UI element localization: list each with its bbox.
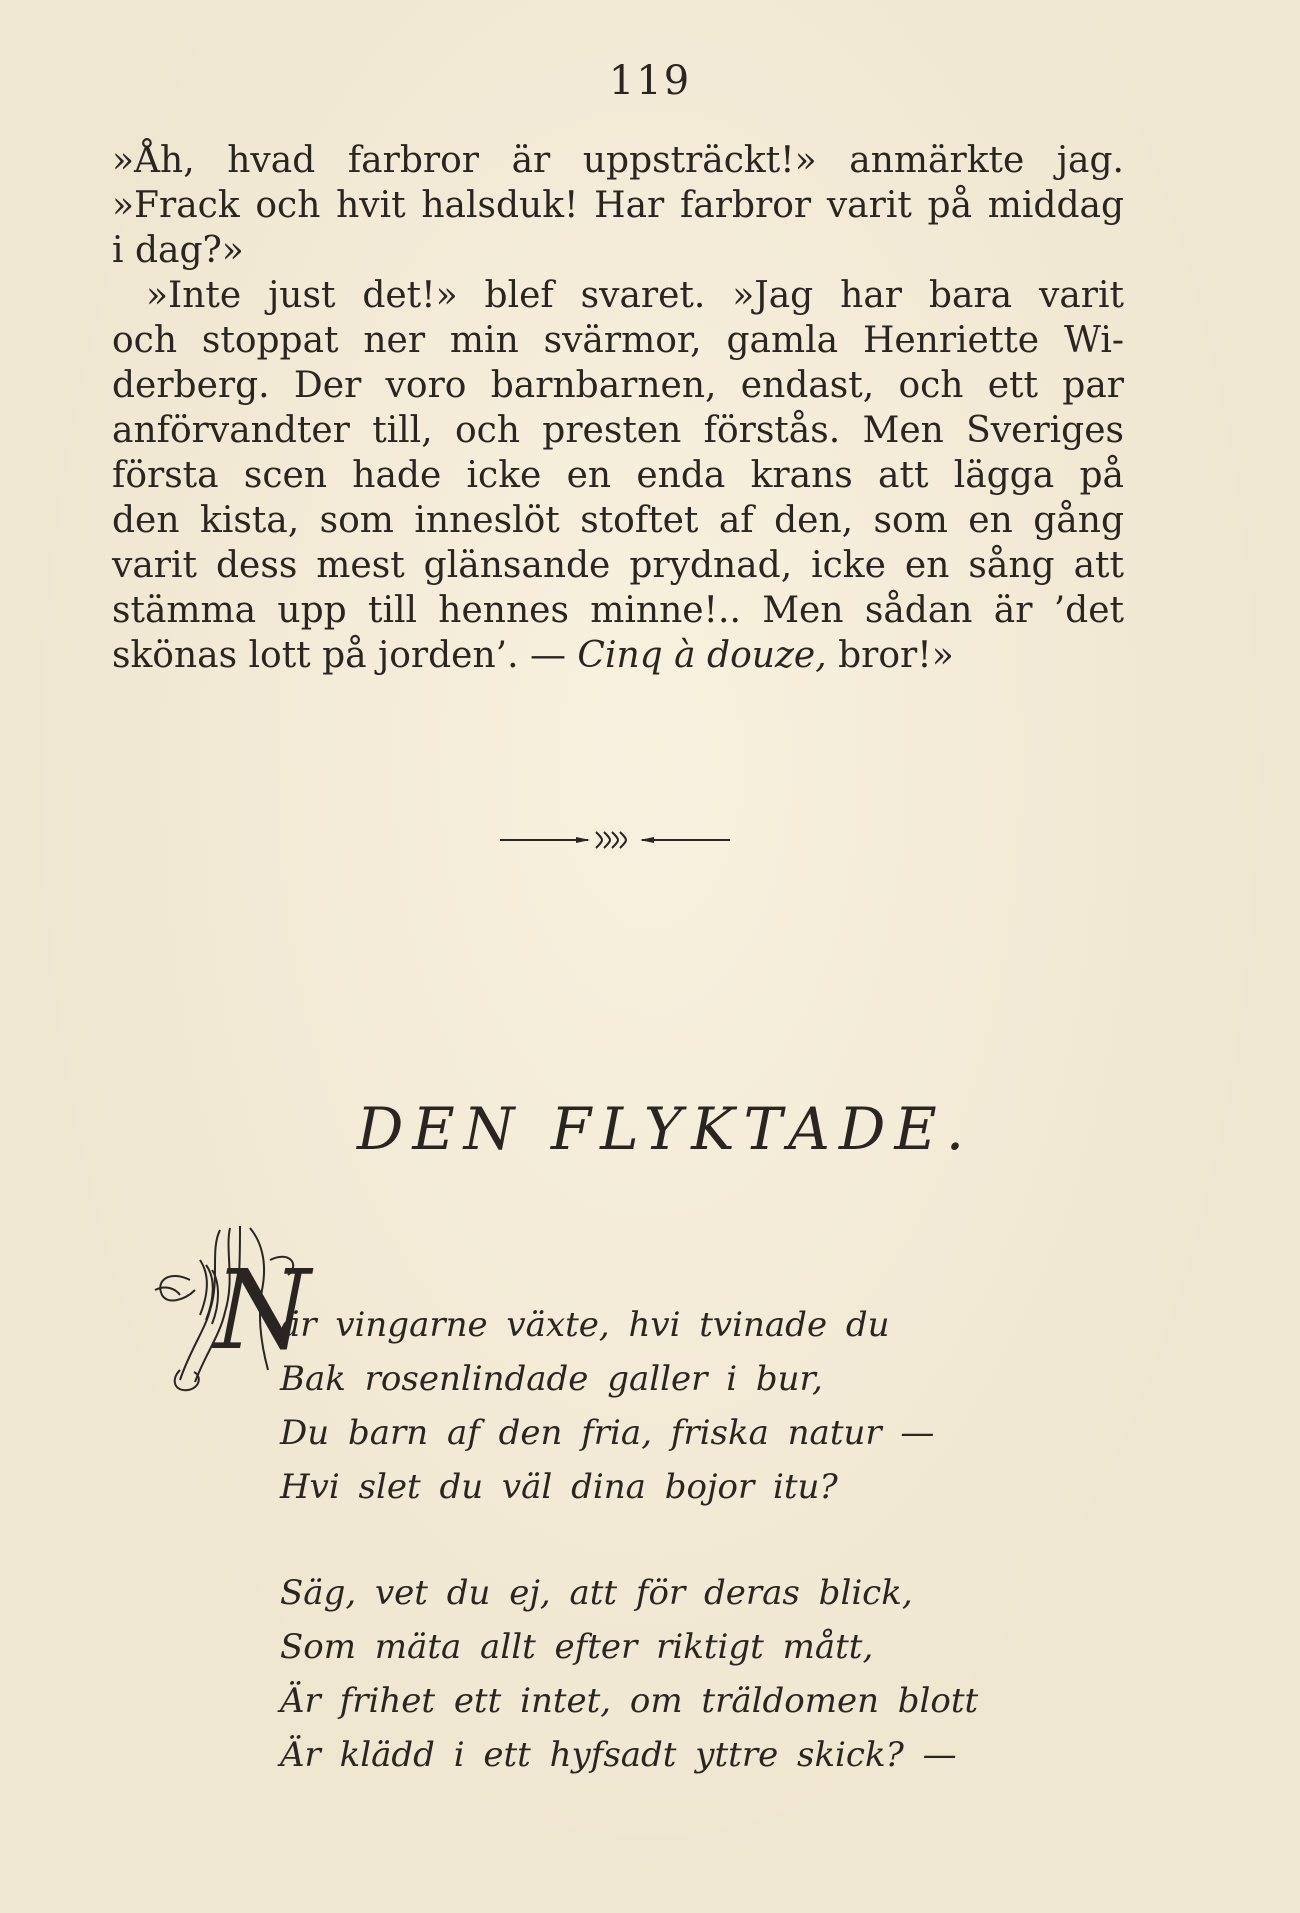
prose-line: och stoppat ner min svärmor, gamla Henriette Wi- [112,320,1124,361]
poem-line: Är klädd i ett hyfsadt yttre skick? — [280,1735,957,1775]
poem-line: Som mäta allt efter riktigt mått, [280,1627,874,1667]
prose-line: derberg. Der voro barnbarnen, endast, och ett par [112,365,1124,406]
poem-title: DEN FLYKTADE. [356,1095,974,1163]
prose-line: den kista, som inneslöt stoftet af den, som en gång [112,500,1124,541]
prose-last-line-end: bror!» [826,635,954,676]
poem-line: Hvi slet du väl dina bojor itu? [280,1467,838,1507]
prose-line: varit dess mest glänsande prydnad, icke en sång att [112,545,1124,586]
prose-paragraphs [112,138,1124,678]
page-number: 119 [608,58,692,104]
prose-line: stämma upp till hennes minne!.. Men sådan är ’det [112,590,1124,631]
poem-line: Du barn af den fria, friska natur — [280,1413,935,1453]
prose-line: »Frack och hvit halsduk! Har farbror varit på middag [112,185,1124,226]
prose-line: i dag?» [112,230,244,271]
prose-last-line-start: skönas lott på jorden’. — [112,635,578,676]
prose-line: »Åh, hvad farbror är uppsträckt!» anmärkte jag. [112,140,1124,181]
poem-line: Säg, vet du ej, att för deras blick, [280,1573,913,1613]
section-divider-ornament [500,828,730,852]
poem-stanza [280,1566,978,1782]
prose-line: »Inte just det!» blef svaret. »Jag har bara varit [146,275,1124,316]
poem-body [280,1298,978,1782]
dropcap-letter: N [214,1246,311,1374]
prose-last-line [112,633,1124,678]
poem-line: är vingarne växte, hvi tvinade du [280,1305,890,1345]
prose-line: första scen hade icke en enda krans att lägga på [112,455,1124,496]
poem-line: Är frihet ett intet, om träldomen blott [280,1681,979,1721]
prose-line: anförvandter till, och presten förstås. Men Sveriges [112,410,1124,451]
poem-stanza [280,1298,978,1514]
prose-italic-phrase: Cinq à douze, [577,635,827,676]
poem-line: Bak rosenlindade galler i bur, [280,1359,823,1399]
